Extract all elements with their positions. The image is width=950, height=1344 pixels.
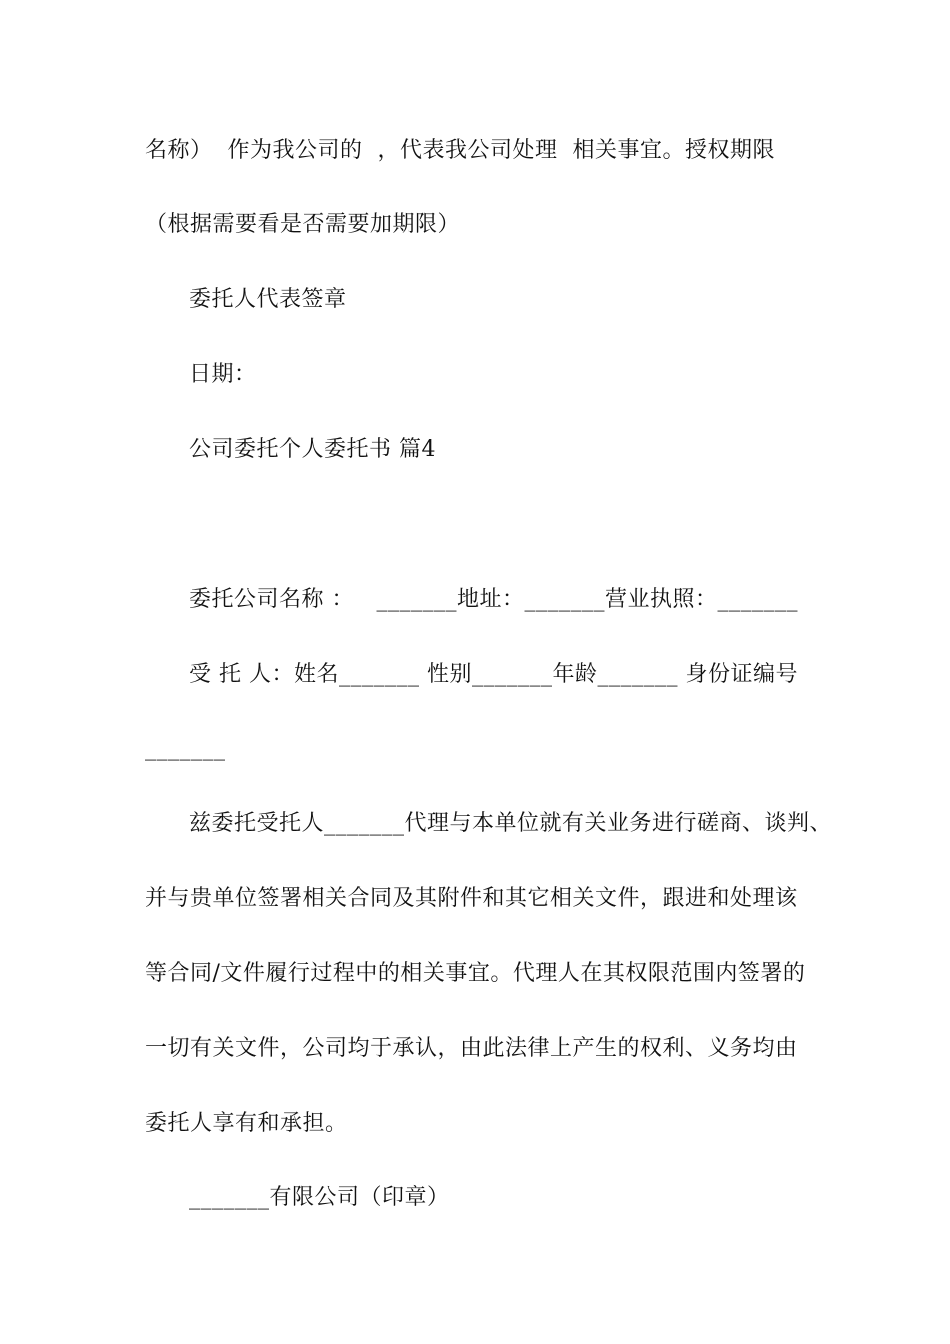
text-line-authorization-scope: 名称） 作为我公司的 ，代表我公司处理 相关事宜。授权期限 xyxy=(145,138,775,163)
text-line-id-blank: _______ xyxy=(145,736,226,761)
section-heading: 公司委托个人委托书 篇4 xyxy=(189,437,436,462)
paragraph-line-1: 兹委托受托人_______代理与本单位就有关业务进行磋商、谈判、 xyxy=(189,811,833,836)
text-line-date: 日期： xyxy=(189,362,257,387)
text-line-principal-signature: 委托人代表签章 xyxy=(189,287,347,312)
text-line-company-info: 委托公司名称 ： _______地址：_______营业执照：_______ xyxy=(189,587,798,612)
paragraph-line-4: 一切有关文件，公司均于承认，由此法律上产生的权利、义务均由 xyxy=(145,1036,798,1061)
text-line-period-note: （根据需要看是否需要加期限） xyxy=(145,212,461,237)
paragraph-line-3: 等合同/文件履行过程中的相关事宜。代理人在其权限范围内签署的 xyxy=(145,961,806,986)
paragraph-line-5: 委托人享有和承担。 xyxy=(145,1111,348,1136)
text-line-company-seal: _______有限公司（印章） xyxy=(189,1185,450,1210)
text-line-agent-info: 受 托 人：姓名_______ 性别_______年龄_______ 身份证编号 xyxy=(189,662,798,687)
paragraph-line-2: 并与贵单位签署相关合同及其附件和其它相关文件，跟进和处理该 xyxy=(145,886,798,911)
